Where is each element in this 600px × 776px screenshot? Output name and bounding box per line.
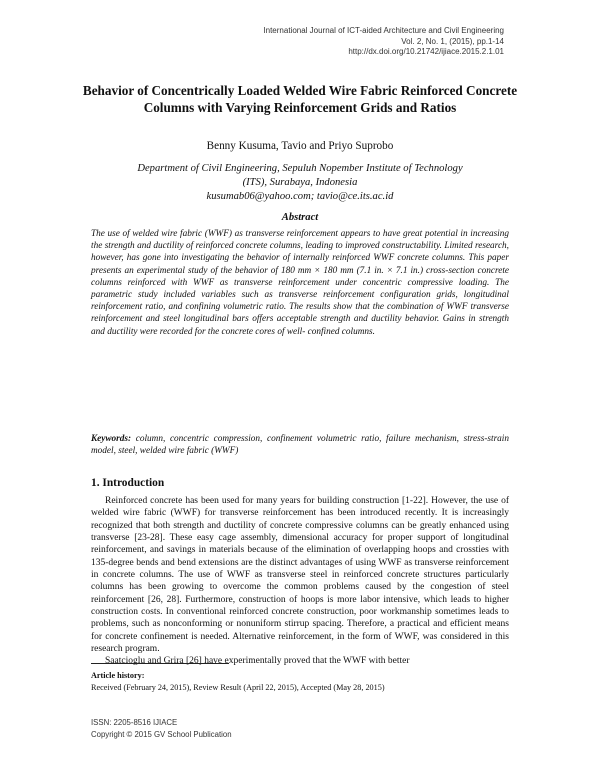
keywords-label: Keywords: xyxy=(91,434,132,444)
article-history-dates: Received (February 24, 2015), Review Result (April 22, 2015), Accepted (May 28, 2015) xyxy=(91,682,385,692)
article-history-heading: Article history: xyxy=(91,671,145,680)
paper-authors: Benny Kusuma, Tavio and Priyo Suprobo xyxy=(206,140,394,152)
introduction-body xyxy=(91,495,509,668)
page-footer xyxy=(91,717,391,740)
journal-header xyxy=(204,26,504,58)
section-heading: 1. Introduction xyxy=(91,477,165,489)
affiliation xyxy=(82,162,518,205)
abstract-heading: Abstract xyxy=(281,212,319,223)
keywords-text: column, concentric compression, confinement volumetric ratio, failure mechanism, stress-strain model, steel, welded wire fabric (WWF) xyxy=(91,434,509,457)
affiliation-line-2: (ITS), Surabaya, Indonesia xyxy=(242,177,358,189)
intro-paragraph-1: Reinforced concrete has been used for many years for building construction [1-22]. However, the use of welded wire fabric (WWF) for transverse reinforcement has been introduced recently. It is increasingly recognized that both strength and ductility of concrete compressive columns can be greatly enhanced using transverse [23-28]. These easy cage assembly, dimensional accuracy for proper support of longitudinal reinforcement, and savings in materials because of the elimination of overlapping hoops and crossties with 135-degree bends and bend extensions are the distinct advantages of using WWF as transverse reinforcement in concrete columns. The use of WWF as transverse steel in reinforced concrete structures particularly columns has been growing to overcome the common problems caused by the congestion of steel reinforcement [26, 28]. Furthermore, construction of hoops is more labor intensive, which leads to higher construction costs. In conventional reinforced concrete construction, poor workmanship sometimes leads to problems, such as nonconforming or nonuniform stirrup spacing. Therefore, a practical and efficient means for concrete confinement is needed. Alternative reinforcement, in the form of WWF, was considered in this research program. xyxy=(91,496,509,655)
footer-issn: ISSN: 2205-8516 IJIACE xyxy=(91,718,178,727)
author-emails[interactable]: kusumab06@yahoo.com; tavio@ce.its.ac.id xyxy=(206,191,394,203)
intro-paragraph-2: Saatcioglu and Grira [26] have experimentally proved that the WWF with better xyxy=(105,656,410,667)
journal-name: International Journal of ICT-aided Architecture and Civil Engineering xyxy=(263,26,504,35)
article-history xyxy=(91,670,509,693)
paper-title: Behavior of Concentrically Loaded Welded Wire Fabric Reinforced Concrete Columns with Varying Reinforcement Grids and Ratios xyxy=(82,83,518,115)
affiliation-line-1: Department of Civil Engineering, Sepuluh Nopember Institute of Technology xyxy=(137,163,463,174)
abstract-text: The use of welded wire fabric (WWF) as transverse reinforcement appears to have great potential in increasing the strength and ductility of reinforced concrete columns, leading to improved constructability. Limited research, however, has gone into investigating the behavior of internally reinforced WWF concrete columns. This paper presents an experimental study of the behavior of 180 mm × 180 mm (7.1 in. × 7.1 in.) cross-section concrete columns reinforced with WWF as transverse reinforcement under concentric compressive loading. The parametric study included variables such as transverse reinforcement configuration grids, longitudinal reinforcement ratio, and confining volumetric ratio. The results show that the combination of WWF transverse reinforcement and steel longitudinal bars offers acceptable strength and ductility behavior. Gains in strength and ductility were recorded for the concrete cores of well- confined columns. xyxy=(91,229,509,337)
footnote-divider xyxy=(91,663,229,664)
journal-doi[interactable]: http://dx.doi.org/10.21742/ijiace.2015.2.1.01 xyxy=(348,47,504,57)
keywords xyxy=(91,433,509,457)
footer-copyright: Copyright © 2015 GV School Publication xyxy=(91,729,232,739)
journal-volume: Vol. 2, No. 1, (2015), pp.1-14 xyxy=(401,36,504,46)
